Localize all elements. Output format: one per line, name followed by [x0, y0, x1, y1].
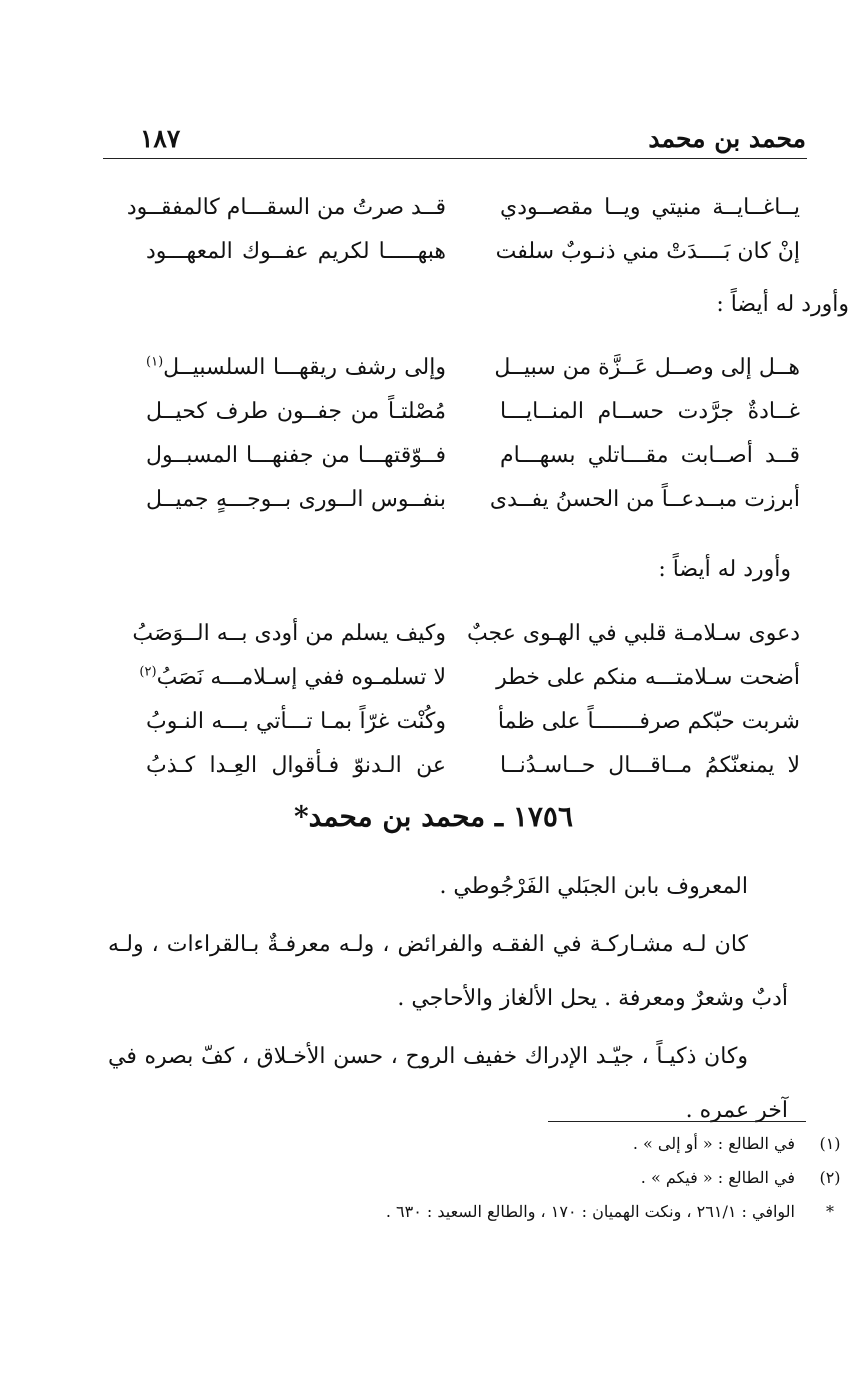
- verse-second-hemistich: وكُنْت غرّاً بمـا تـــأتي بـــه النـوبُ: [146, 709, 446, 734]
- footnotes: [123, 1128, 843, 1230]
- hemistich-text: لا تسلمـوه ففي إسـلامـــه نَصَبُ: [156, 665, 446, 690]
- footnote: [123, 1128, 843, 1162]
- verse-first-hemistich: لا يمنعنّكمُ مــاقـــال حــاسـدُنــا: [500, 753, 800, 778]
- footnote-text: في الطالع : « أو إلى » .: [632, 1134, 795, 1153]
- running-head: [106, 124, 806, 160]
- poem-1: [106, 186, 806, 274]
- footnote-number: *: [826, 1202, 834, 1221]
- hemistich-text: وإلى رشف ريقهـــا السلسبيــل: [163, 355, 446, 380]
- footnote-number: (١): [819, 1134, 841, 1153]
- verse-second-hemistich: عن الـدنوّ فـأقوال العِـدا كـذبُ: [146, 753, 446, 778]
- verse-intro: وأورد له أيضاً :: [658, 557, 791, 582]
- entry-paragraph: المعروف بابن الجبَلي الفَرْجُوطي .: [439, 874, 748, 899]
- footnote-text: في الطالع : « فيكم » .: [640, 1168, 795, 1187]
- poem-3: [106, 612, 806, 788]
- footnote-marker: (١): [146, 354, 164, 370]
- verse-line: [106, 434, 806, 478]
- verse-second-hemistich: وكيف يسلم من أودى بــه الــوَصَبُ: [132, 621, 446, 646]
- verse-line: [106, 478, 806, 522]
- verse-line: [106, 744, 806, 788]
- verse-line: [106, 700, 806, 744]
- verse-line: [106, 186, 806, 230]
- verse-first-hemistich: يــاغــايــة منيتي ويــا مقصــودي: [500, 195, 800, 220]
- footnote: [123, 1196, 843, 1230]
- verse-second-hemistich: هبهـــــا لكريم عفــوك المعهـــود: [146, 239, 446, 264]
- verse-second-hemistich: فــوّقتهـــا من جفنهـــا المسبــول: [146, 443, 446, 468]
- verse-second-hemistich: [146, 346, 446, 390]
- verse-first-hemistich: إنْ كان بَــــدَتْ مني ذنـوبٌ سلفت: [495, 239, 800, 264]
- poem-2: [106, 346, 806, 522]
- verse-line: [106, 390, 806, 434]
- verse-line: [106, 656, 806, 700]
- footnote-number: (٢): [819, 1168, 841, 1187]
- footnote-rule: [548, 1121, 806, 1122]
- verse-intro: وأورد له أيضاً :: [716, 292, 849, 317]
- footnote-text: الوافي : ٢٦١/١ ، ونكت الهميان : ١٧٠ ، والطالع السعيد : ٦٣٠ .: [385, 1202, 795, 1221]
- verse-line: [106, 612, 806, 656]
- verse-first-hemistich: دعوى سـلامـة قلبي في الهـوى عجبٌ: [466, 621, 800, 646]
- verse-second-hemistich: بنفــوس الــورى بــوجـــهٍ جميــل: [146, 487, 446, 512]
- verse-first-hemistich: شربت حبّكم صرفـــــــاً على ظمأ: [497, 709, 800, 734]
- entry-paragraph: وكان ذكيـاً ، جيّـد الإدراك خفيف الروح ، حسن الأخـلاق ، كفّ بصره في آخر عمره .: [108, 1044, 788, 1123]
- verse-first-hemistich: أبرزت مبــدعــاً من الحسنُ يفــدى: [489, 487, 800, 512]
- page-number: ١٨٧: [140, 124, 181, 153]
- verse-first-hemistich: غــادةٌ جرَّدت حســام المنــايـــا: [500, 399, 800, 424]
- verse-line: [106, 346, 806, 390]
- entry-paragraph: كان لـه مشـاركـة في الفقـه والفرائض ، ولـه معرفـةٌ بـالقراءات ، ولـه أدبٌ وشعرٌ ومعرفة . يحل الألغاز والأحاجي .: [108, 932, 788, 1011]
- verse-line: [106, 230, 806, 274]
- verse-second-hemistich: مُصْلتـاً من جفــون طرف كحيــل: [146, 399, 446, 424]
- verse-first-hemistich: هــل إلى وصــل عَــزَّة من سبيــل: [494, 355, 800, 380]
- footnote: [123, 1162, 843, 1196]
- verse-second-hemistich: [139, 656, 446, 700]
- verse-first-hemistich: أضحت سـلامتـــه منكم على خطر: [496, 665, 800, 690]
- running-title: محمد بن محمد: [648, 124, 806, 153]
- footnote-marker: (٢): [139, 664, 157, 680]
- verse-first-hemistich: قــد أصــابت مقـــاتلي بسهـــام: [500, 443, 800, 468]
- header-rule: [103, 158, 807, 159]
- entry-heading: ١٧٥٦ ـ محمد بن محمد*: [293, 800, 573, 833]
- entry-body: [108, 860, 788, 1138]
- verse-second-hemistich: قــد صرتُ من السقـــام كالمفقــود: [126, 195, 446, 220]
